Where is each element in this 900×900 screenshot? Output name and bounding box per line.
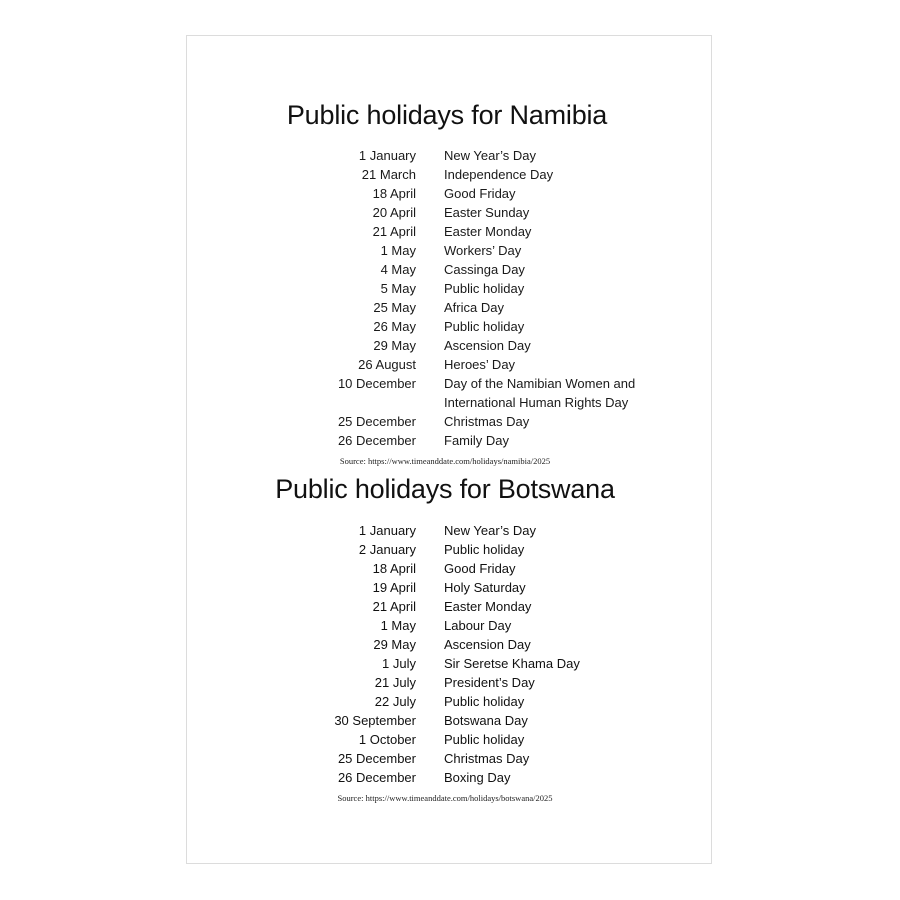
holiday-date: 26 August	[358, 357, 416, 372]
holiday-date: 26 December	[337, 770, 416, 785]
holiday-date: 1 January	[358, 523, 416, 538]
holiday-name: Family Day	[444, 433, 510, 448]
holiday-name: Easter Sunday	[444, 205, 530, 220]
holiday-date: 26 May	[373, 319, 416, 334]
namibia-section	[187, 98, 711, 466]
holiday-name: President’s Day	[444, 675, 535, 690]
holiday-name: Botswana Day	[444, 713, 528, 728]
holiday-date: 4 May	[380, 262, 416, 277]
holiday-row	[187, 222, 711, 241]
holiday-row	[187, 692, 711, 711]
holiday-date: 25 December	[337, 414, 416, 429]
holiday-row	[187, 355, 711, 374]
holiday-row	[187, 711, 711, 730]
holiday-name: Public holiday	[444, 281, 525, 296]
holiday-date: 1 July	[382, 656, 416, 671]
holiday-row	[187, 412, 711, 431]
holiday-name: New Year’s Day	[444, 523, 537, 538]
botswana-holiday-list	[187, 521, 711, 787]
holiday-name: Public holiday	[444, 732, 525, 747]
holiday-date: 10 December	[337, 376, 416, 391]
holiday-date: 29 May	[373, 338, 416, 353]
holiday-name: International Human Rights Day	[444, 395, 629, 410]
holiday-date: 21 July	[374, 675, 416, 690]
holiday-date: 30 September	[334, 713, 416, 728]
holiday-row	[187, 279, 711, 298]
holiday-row	[187, 540, 711, 559]
holiday-row	[187, 768, 711, 787]
holiday-sheet	[186, 35, 712, 864]
holiday-name: Christmas Day	[444, 414, 530, 429]
holiday-row	[187, 431, 711, 450]
holiday-name: Easter Monday	[444, 599, 532, 614]
holiday-name: New Year’s Day	[444, 148, 537, 163]
holiday-name: Holy Saturday	[444, 580, 526, 595]
holiday-name: Easter Monday	[444, 224, 532, 239]
holiday-date: 1 October	[358, 732, 416, 747]
holiday-date: 2 January	[358, 542, 416, 557]
holiday-date: 29 May	[373, 637, 416, 652]
holiday-row	[187, 578, 711, 597]
holiday-row	[187, 146, 711, 165]
holiday-date: 25 December	[337, 751, 416, 766]
holiday-row	[187, 597, 711, 616]
holiday-date: 1 May	[380, 243, 416, 258]
holiday-row	[187, 559, 711, 578]
holiday-row	[187, 654, 711, 673]
holiday-row	[187, 203, 711, 222]
holiday-row	[187, 374, 711, 393]
namibia-holiday-list	[187, 146, 711, 450]
namibia-title: Public holidays for Namibia	[286, 100, 608, 130]
holiday-name: Public holiday	[444, 319, 525, 334]
botswana-source: Source: https://www.timeanddate.com/holidays/botswana/2025	[337, 793, 553, 803]
holiday-date: 19 April	[372, 580, 416, 595]
holiday-date: 5 May	[380, 281, 416, 296]
holiday-row	[187, 635, 711, 654]
holiday-date: 22 July	[374, 694, 416, 709]
holiday-date: 1 May	[380, 618, 416, 633]
holiday-row	[187, 336, 711, 355]
botswana-title: Public holidays for Botswana	[275, 474, 615, 504]
holiday-row	[187, 165, 711, 184]
holiday-name: Boxing Day	[444, 770, 511, 785]
holiday-name: Good Friday	[444, 186, 516, 201]
holiday-date: 21 April	[372, 599, 416, 614]
holiday-row	[187, 260, 711, 279]
botswana-section	[187, 472, 711, 803]
holiday-name: Day of the Namibian Women and	[444, 376, 636, 391]
holiday-name: Labour Day	[444, 618, 512, 633]
holiday-row	[187, 521, 711, 540]
holiday-row	[187, 393, 711, 412]
holiday-date: 21 March	[361, 167, 416, 182]
holiday-row	[187, 616, 711, 635]
holiday-name: Ascension Day	[444, 338, 531, 353]
holiday-date: 21 April	[372, 224, 416, 239]
holiday-row	[187, 241, 711, 260]
holiday-name: Independence Day	[444, 167, 554, 182]
holiday-name: Good Friday	[444, 561, 516, 576]
holiday-name: Africa Day	[444, 300, 504, 315]
holiday-row	[187, 673, 711, 692]
holiday-row	[187, 730, 711, 749]
holiday-name: Sir Seretse Khama Day	[444, 656, 580, 671]
holiday-date: 20 April	[372, 205, 416, 220]
holiday-date: 1 January	[358, 148, 416, 163]
holiday-name: Ascension Day	[444, 637, 531, 652]
holiday-name: Public holiday	[444, 694, 525, 709]
holiday-row	[187, 317, 711, 336]
holiday-row	[187, 298, 711, 317]
holiday-date: 18 April	[372, 561, 416, 576]
holiday-name: Cassinga Day	[444, 262, 525, 277]
holiday-date: 25 May	[373, 300, 416, 315]
holiday-date: 26 December	[337, 433, 416, 448]
holiday-name: Public holiday	[444, 542, 525, 557]
holiday-name: Heroes’ Day	[444, 357, 516, 372]
holiday-name: Workers’ Day	[444, 243, 522, 258]
holiday-date: 18 April	[372, 186, 416, 201]
namibia-source: Source: https://www.timeanddate.com/holidays/namibia/2025	[339, 456, 551, 466]
holiday-name: Christmas Day	[444, 751, 530, 766]
holiday-row	[187, 749, 711, 768]
holiday-row	[187, 184, 711, 203]
